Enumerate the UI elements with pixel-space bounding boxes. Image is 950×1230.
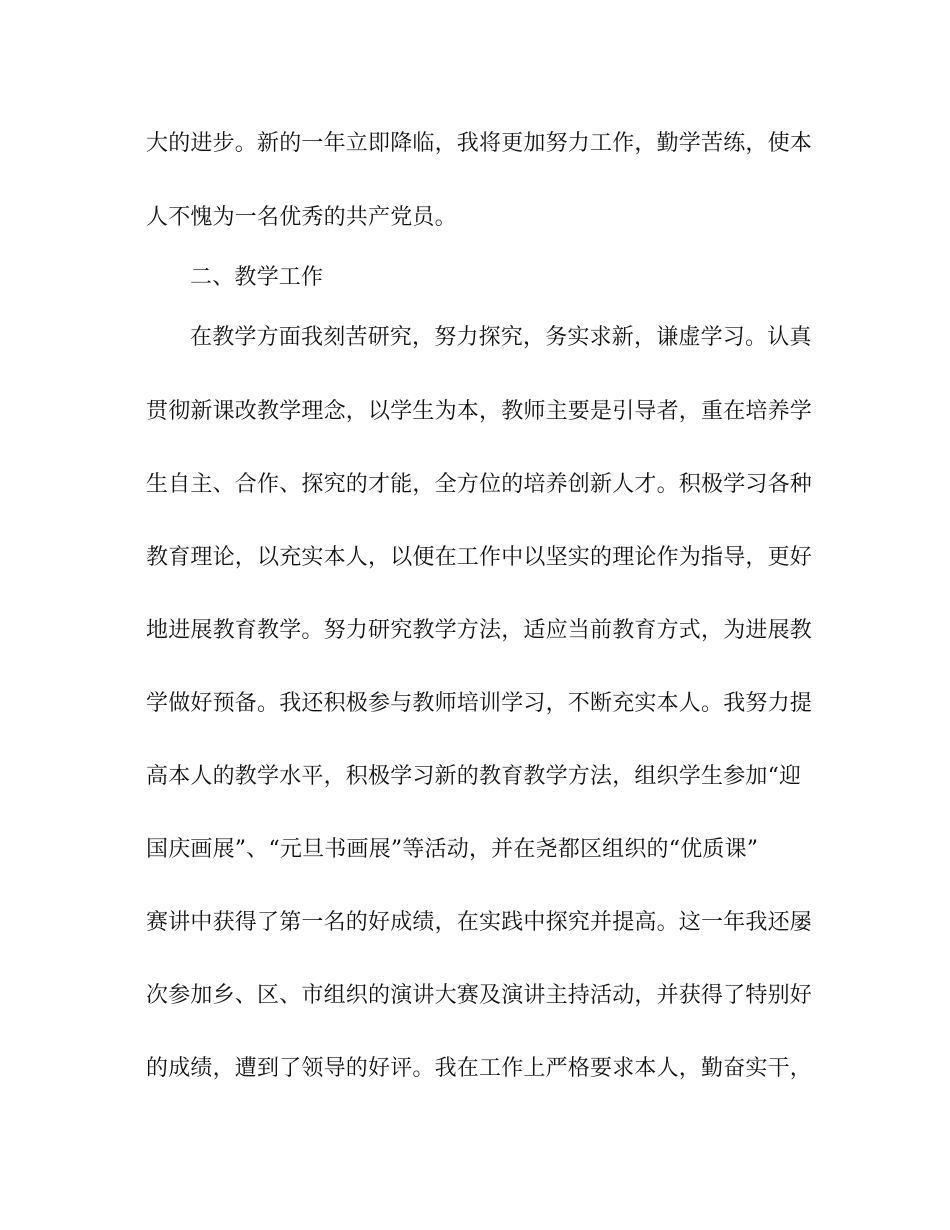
text-line: 生自主、合作、探究的才能，全方位的培养创新人才。积极学习各种 xyxy=(146,472,813,497)
text-line: 高本人的教学水平，积极学习新的教育教学方法，组织学生参加“迎 xyxy=(146,764,802,789)
paragraph-first-line: 在教学方面我刻苦研究，努力探究，务实求新，谦虚学习。认真 xyxy=(190,325,812,350)
text-line: 学做好预备。我还积极参与教师培训学习，不断充实本人。我努力提 xyxy=(146,691,813,716)
text-line: 国庆画展”、“元旦书画展”等活动，并在尧都区组织的“优质课” xyxy=(146,837,759,862)
text-line: 教育理论，以充实本人，以便在工作中以坚实的理论作为指导，更好 xyxy=(146,545,813,570)
text-line: 贯彻新课改教学理念，以学生为本，教师主要是引导者，重在培养学 xyxy=(146,399,813,424)
text-line: 地进展教育教学。努力研究教学方法，适应当前教育方式，为进展教 xyxy=(146,618,813,643)
text-line: 赛讲中获得了第一名的好成绩，在实践中探究并提高。这一年我还屡 xyxy=(146,910,813,935)
text-line: 的成绩，遭到了领导的好评。我在工作上严格要求本人，勤奋实干， xyxy=(146,1056,813,1081)
text-line: 次参加乡、区、市组织的演讲大赛及演讲主持活动，并获得了特别好 xyxy=(146,983,813,1008)
text-line: 人不愧为一名优秀的共产党员。 xyxy=(146,205,457,230)
section-heading: 二、教学工作 xyxy=(190,265,324,290)
text-line: 大的进步。新的一年立即降临，我将更加努力工作，勤学苦练，使本 xyxy=(146,131,813,156)
